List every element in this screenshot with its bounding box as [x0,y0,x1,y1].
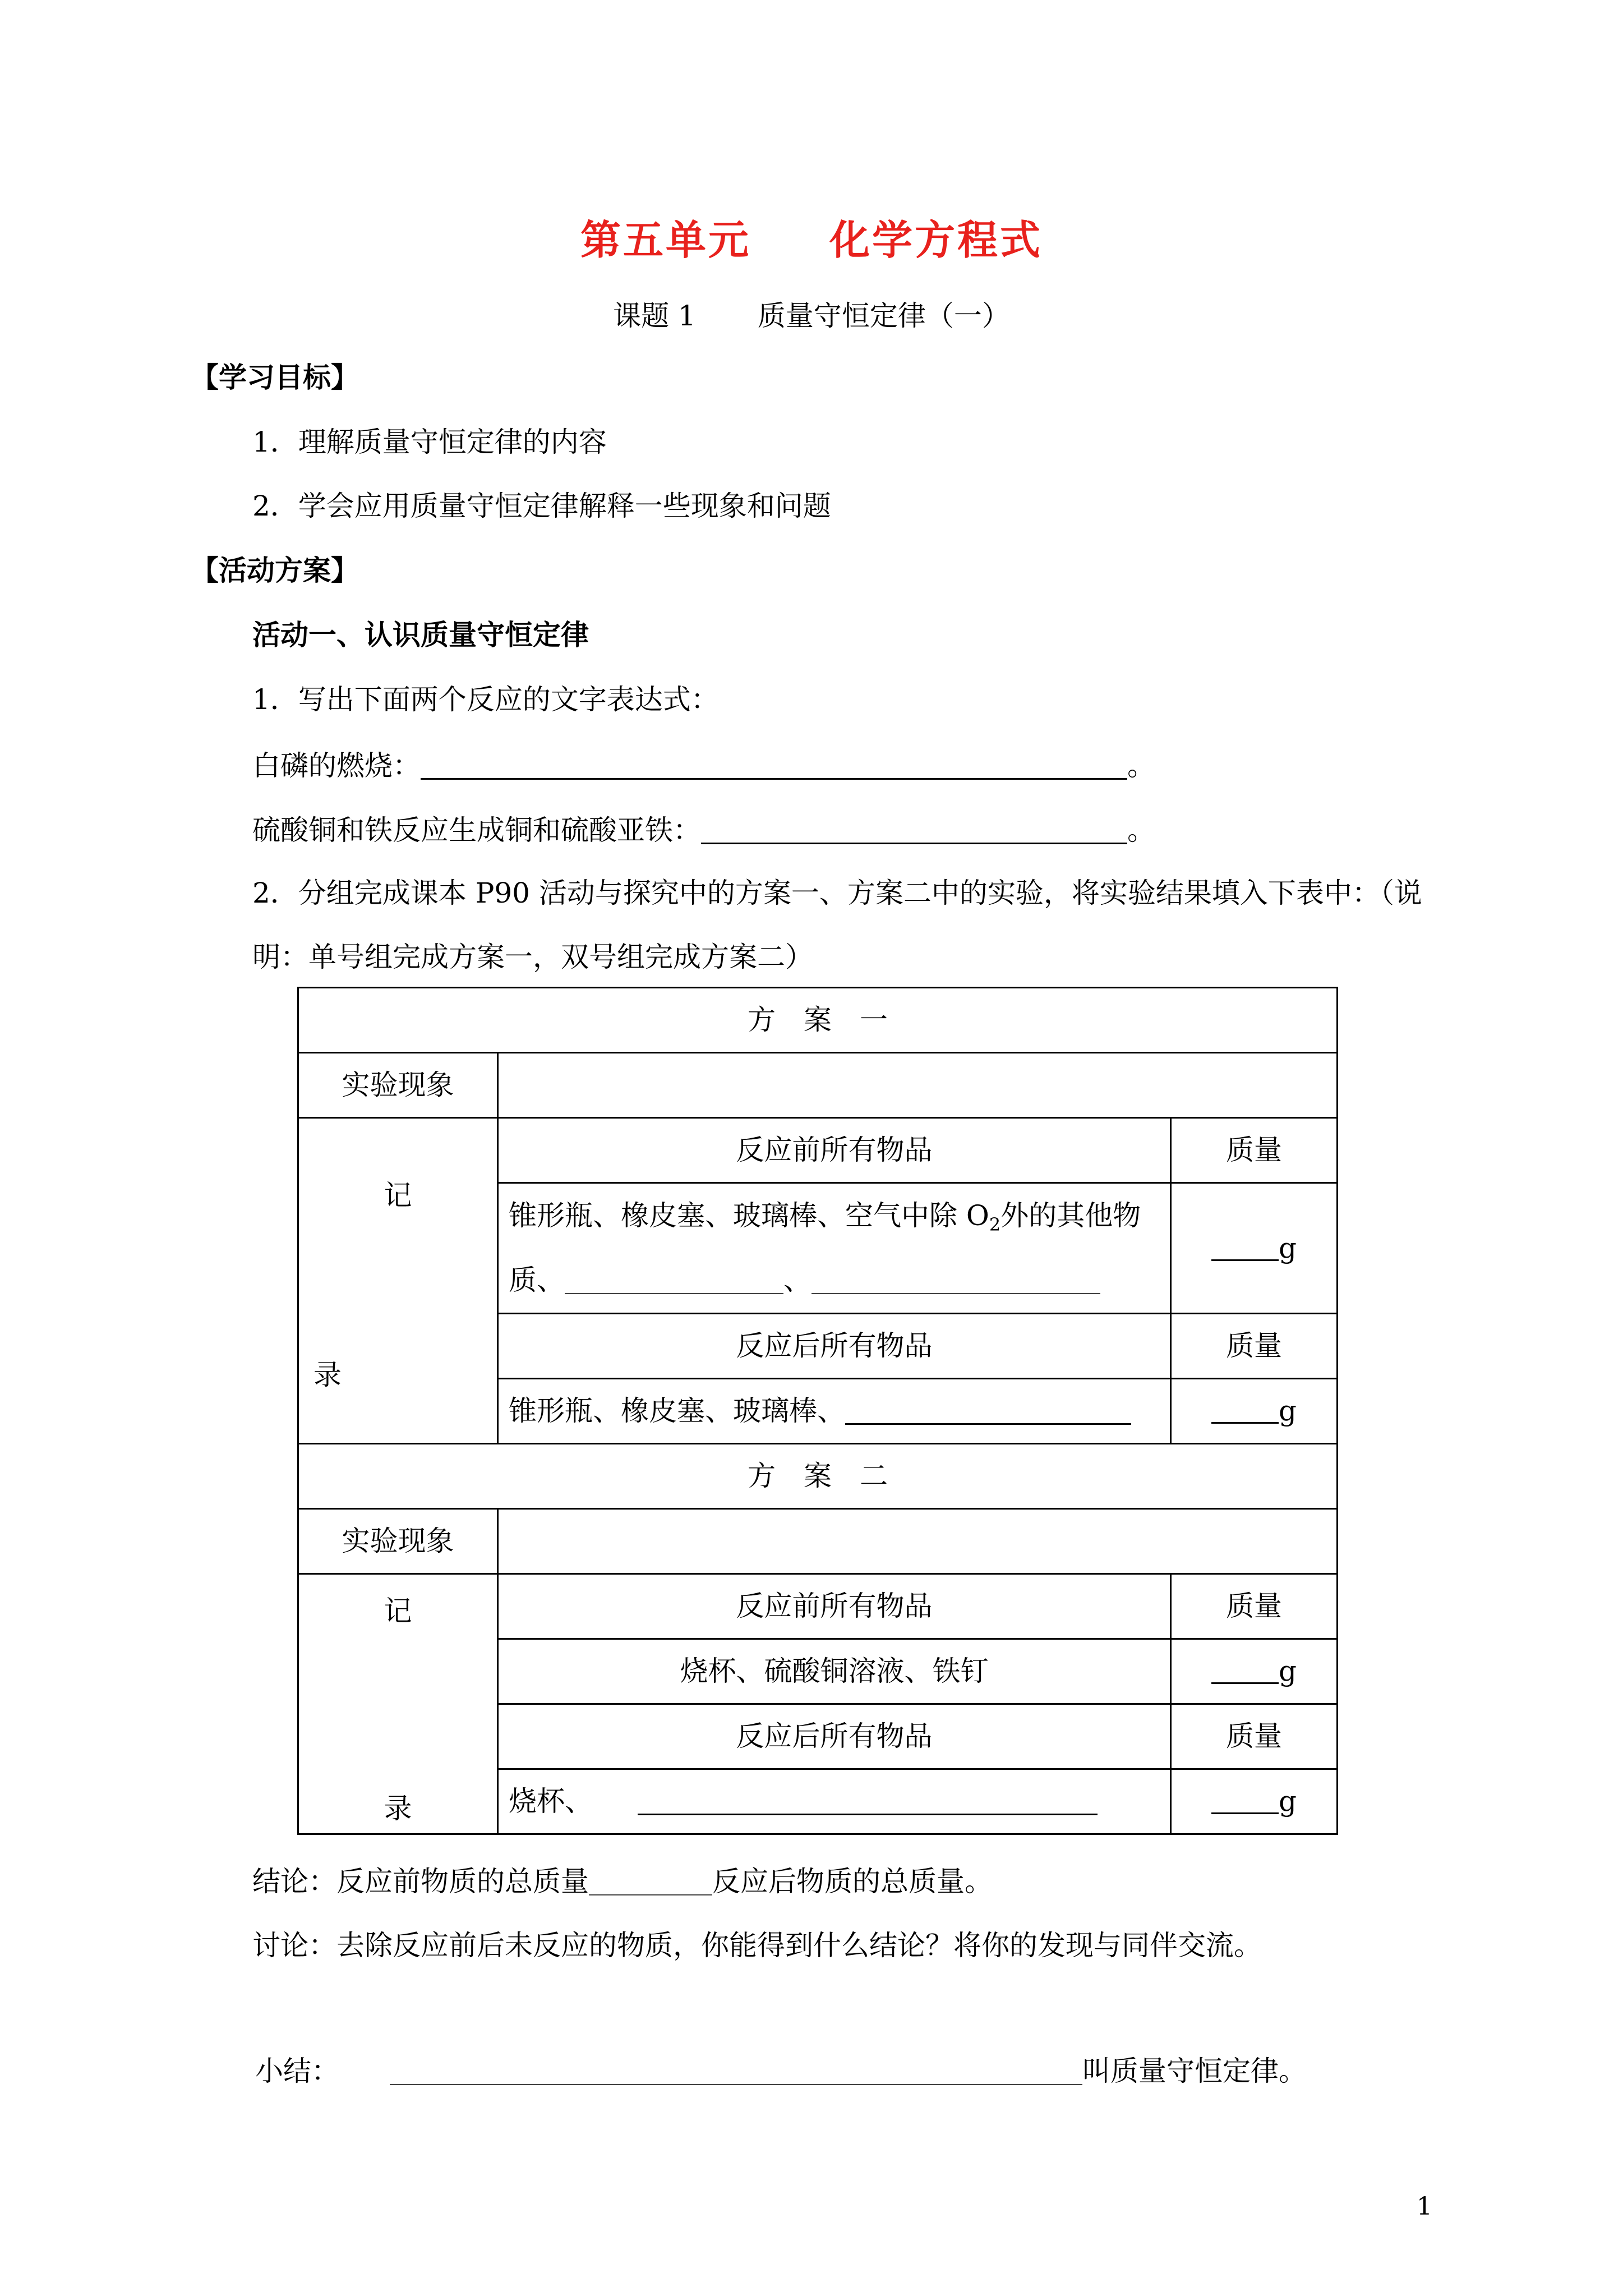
mass-blank[interactable] [1211,1231,1279,1261]
plan1-before-items: 锥形瓶、橡皮塞、玻璃棒、空气中除 $O_2$外的其他物 质、 、 [498,1183,1171,1314]
copper-sulfate-label: 硫酸铜和铁反应生成铜和硫酸亚铁： [252,814,701,846]
record-char-bottom: 录 [313,1359,342,1391]
plan1-mass-header: 质量 [1171,1118,1338,1183]
summary-blank[interactable] [390,2056,1082,2085]
end-mark: 。 [1127,814,1155,846]
record-char-bottom: 录 [384,1792,412,1825]
plan1-before-blank-2[interactable] [811,1265,1100,1294]
summary-line: 小结： 叫质量守恒定律。 [255,2055,1307,2087]
subtitle-lesson: 课题 1 [613,300,696,332]
plan1-phenomenon-field[interactable] [498,1053,1338,1118]
plan2-before-header: 反应前所有物品 [498,1574,1171,1639]
answer-line-phosphorus [252,750,1155,780]
answer-line-copper-sulfate [252,815,1155,844]
phosphorus-label: 白磷的燃烧： [252,749,421,782]
plan2-mass-header-2: 质量 [1171,1704,1338,1769]
plan1-after-items: 锥形瓶、橡皮塞、玻璃棒、 [498,1379,1171,1444]
plan2-before-mass: g [1171,1639,1338,1704]
lesson-subtitle [0,302,1623,330]
plan2-phenomenon-field[interactable] [498,1509,1338,1574]
objective-item: 2．学会应用质量守恒定律解释一些现象和问题 [252,490,831,522]
plan2-record-cell [298,1574,498,1834]
plan2-after-items: 烧杯、 [498,1769,1171,1834]
title-topic: 化学方程式 [829,217,1043,264]
plan1-record-cell [298,1118,498,1444]
question-1: 1．写出下面两个反应的文字表达式： [252,683,719,716]
objectives-heading: 【学习目标】 [191,361,359,394]
record-char-top: 记 [384,1595,412,1627]
activity1-heading: 活动一、认识质量守恒定律 [252,619,589,651]
copper-sulfate-blank[interactable] [701,815,1127,844]
end-mark: 。 [1127,749,1155,782]
question-2-line1: 2．分组完成课本 P90 活动与探究中的方案一、方案二中的实验，将实验结果填入下表中：（说 [252,877,1422,909]
plan1-mass-header-2: 质量 [1171,1314,1338,1379]
experiment-table [297,987,1338,1835]
conclusion-line: 结论：反应前物质的总质量 反应后物质的总质量。 [252,1865,993,1898]
plan2-after-blank[interactable] [638,1786,1098,1815]
plan1-before-header: 反应前所有物品 [498,1118,1171,1183]
mass-blank[interactable] [1211,1654,1279,1684]
page-number: 1 [1417,2192,1432,2221]
plan1-after-blank[interactable] [845,1395,1131,1425]
plan1-before-mass: g [1171,1183,1338,1314]
plan1-before-blank-1[interactable] [565,1265,783,1294]
mass-blank[interactable] [1211,1784,1279,1814]
plan2-before-items: 烧杯、硫酸铜溶液、铁钉 [498,1639,1171,1704]
objective-item: 1．理解质量守恒定律的内容 [252,426,607,458]
record-char-top: 记 [384,1179,412,1212]
plan1-after-mass: g [1171,1379,1338,1444]
plan2-after-mass: g [1171,1769,1338,1834]
page-title [0,217,1623,264]
plan1-phenomenon-label: 实验现象 [298,1053,498,1118]
discussion-line: 讨论：去除反应前后未反应的物质，你能得到什么结论？将你的发现与同伴交流。 [252,1929,1262,1962]
plan1-header: 方 案 一 [298,988,1338,1053]
conclusion-blank[interactable] [589,1866,712,1895]
question-2-line2: 明：单号组完成方案一，双号组完成方案二） [252,941,813,973]
title-unit: 第五单元 [580,217,751,264]
activity-plan-heading: 【活动方案】 [191,554,359,587]
plan2-after-header: 反应后所有物品 [498,1704,1171,1769]
subtitle-topic: 质量守恒定律（一） [757,300,1010,332]
plan1-after-header: 反应后所有物品 [498,1314,1171,1379]
mass-blank[interactable] [1211,1394,1279,1424]
phosphorus-blank[interactable] [421,750,1127,780]
plan2-header: 方 案 二 [298,1444,1338,1509]
plan2-phenomenon-label: 实验现象 [298,1509,498,1574]
plan2-mass-header: 质量 [1171,1574,1338,1639]
